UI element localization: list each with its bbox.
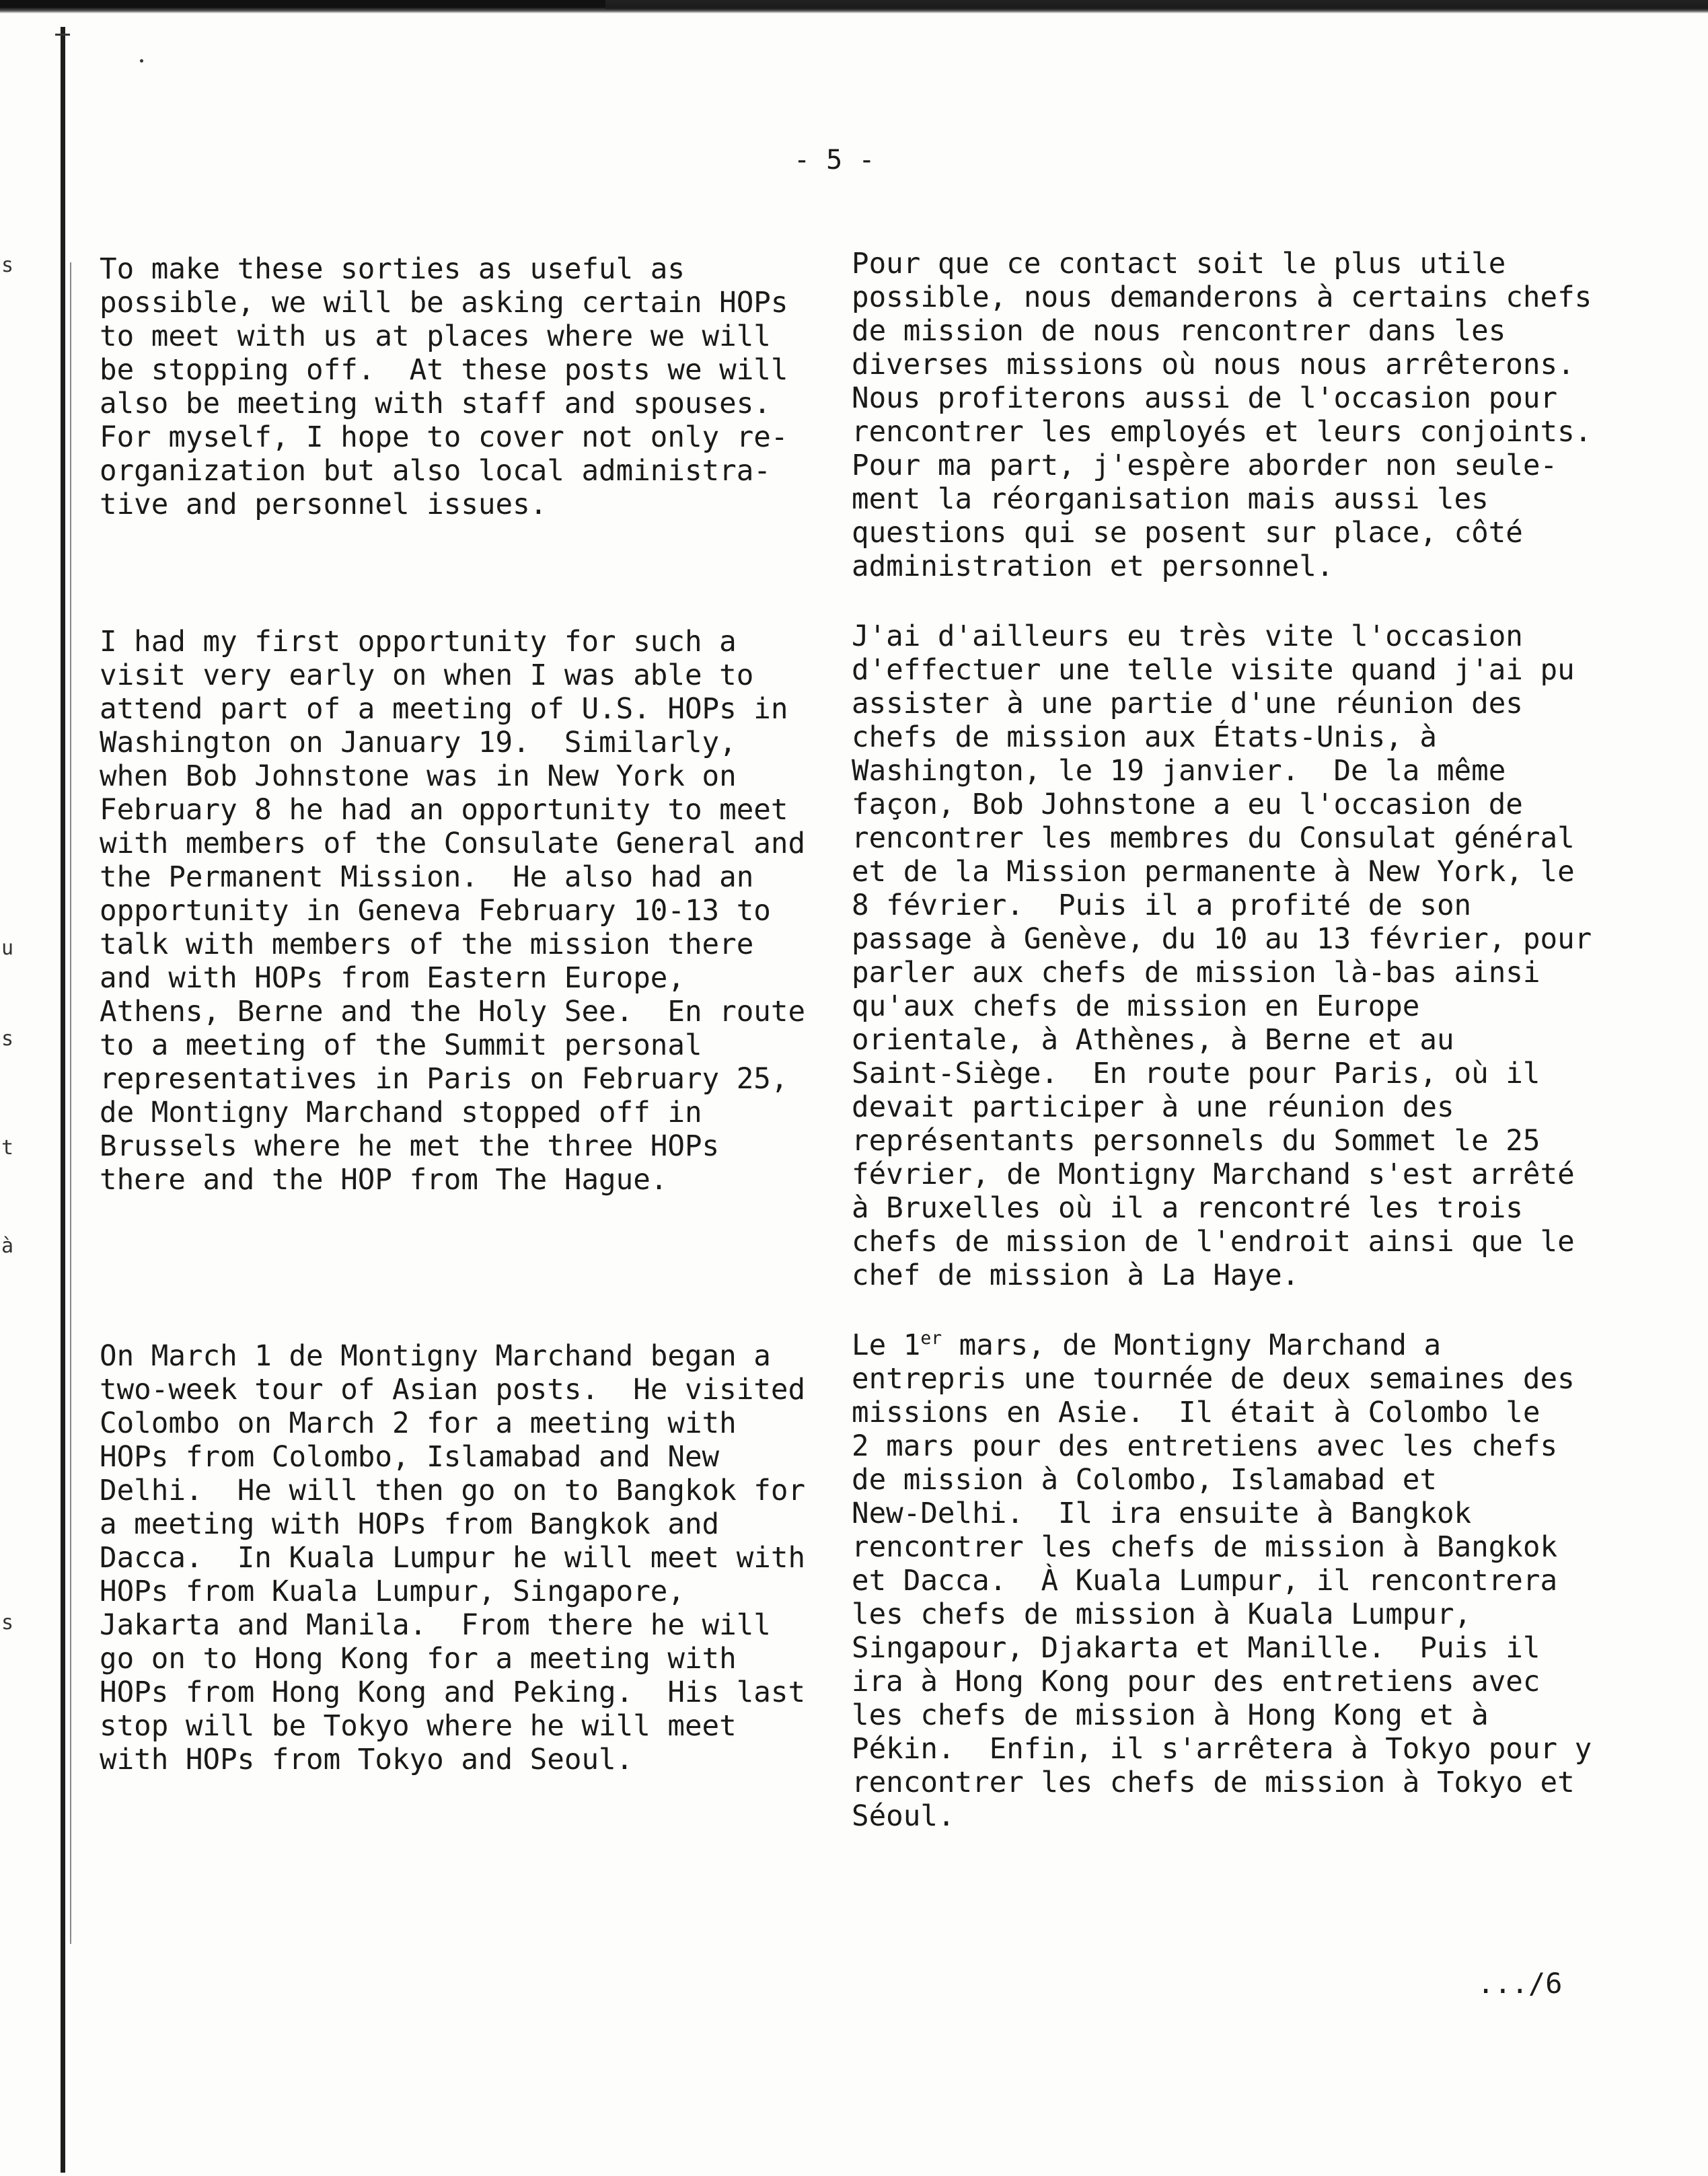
- french-p3-superscript: er: [920, 1328, 942, 1349]
- margin-letter: s: [1, 254, 14, 277]
- page-number: - 5 -: [794, 145, 875, 176]
- french-paragraph-1: Pour que ce contact soit le plus utile possible, nous demanderons à certains chefs de mission de nous rencontrer dans les diverses missions où nous nous arrêterons. Nous profiterons aussi de l'occasion pour rencontrer les employés et leurs conjoints. Pour ma part, j'espère aborder non seule- ment la réorganisation mais aussi les questions qui se posent sur place, côté administration et personnel.: [852, 248, 1592, 583]
- margin-letter: t: [1, 1136, 14, 1160]
- margin-letter: u: [1, 936, 14, 960]
- binding-edge: [61, 27, 65, 2173]
- binding-tick: [55, 34, 70, 36]
- french-paragraph-2: J'ai d'ailleurs eu très vite l'occasion d'effectuer une telle visite quand j'ai pu assister à une partie d'une réunion des chefs de mission aux États-Unis, à Washington, le 19 janvier. De la même façon, Bob Johnstone a eu l'occasion de rencontrer les membres du Consulat général et de la Mission permanente à New York, le 8 février. Puis il a profité de son passage à Genève, du 10 au 13 février, pour parler aux chefs de mission là-bas ainsi qu'aux chefs de mission en Europe orientale, à Athènes, à Berne et au Saint-Siège. En route pour Paris, où il devait participer à une réunion des représentants personnels du Sommet le 25 février, de Montigny Marchand s'est arrêté à Bruxelles où il a rencontré les trois chefs de mission de l'endroit ainsi que le chef de mission à La Haye.: [852, 620, 1592, 1292]
- binding-edge-line: [70, 262, 71, 1944]
- french-p3-rest: mars, de Montigny Marchand a entrepris une tournée de deux semaines des missions en Asie. Il était à Colombo le 2 mars pour des entretiens avec les chefs de mission à Colombo, Islamabad et New-Delhi. Il ira ensuite à Bangkok rencontrer les chefs de mission à Bangkok et Dacca. À Kuala Lumpur, il rencontrera les chefs de mission à Kuala Lumpur, Singapour, Djakarta et Manille. Puis il ira à Hong Kong pour des entretiens avec les chefs de mission à Hong Kong et à Pékin. Enfin, il s'arrêtera à Tokyo pour y rencontrer les chefs de mission à Tokyo et Séoul.: [852, 1329, 1592, 1833]
- scan-top-edge-shadow: [605, 0, 1708, 9]
- english-paragraph-2: I had my first opportunity for such a visit very early on when I was able to attend part of a meeting of U.S. HOPs in Washington on January 19. Similarly, when Bob Johnstone was in New York on February 8 he had an opportunity to meet with members of the Consulate General and the Permanent Mission. He also had an opportunity in Geneva February 10-13 to talk with members of the mission there and with HOPs from Eastern Europe, Athens, Berne and the Holy See. En route to a meeting of the Summit personal representatives in Paris on February 25, de Montigny Marchand stopped off in Brussels where he met the three HOPs there and the HOP from The Hague.: [100, 626, 806, 1197]
- margin-letter: s: [1, 1027, 14, 1051]
- french-p3-prefix: Le 1: [852, 1329, 921, 1362]
- continuation-marker: .../6: [1477, 1967, 1563, 2000]
- margin-letter: s: [1, 1611, 14, 1635]
- margin-letter: à: [1, 1234, 14, 1258]
- english-paragraph-3: On March 1 de Montigny Marchand began a two-week tour of Asian posts. He visited Colombo on March 2 for a meeting with HOPs from Colombo, Islamabad and New Delhi. He will then go on to Bangkok for a meeting with HOPs from Bangkok and Dacca. In Kuala Lumpur he will meet with HOPs from Kuala Lumpur, Singapore, Jakarta and Manila. From there he will go on to Hong Kong for a meeting with HOPs from Hong Kong and Peking. His last stop will be Tokyo where he will meet with HOPs from Tokyo and Seoul.: [100, 1340, 806, 1776]
- english-paragraph-1: To make these sorties as useful as possible, we will be asking certain HOPs to meet with us at places where we will be stopping off. At these posts we will also be meeting with staff and spouses. For myself, I hope to cover not only re- organization but also local administra- tive and personnel issues.: [100, 253, 788, 521]
- scan-speck: [140, 59, 143, 63]
- french-paragraph-3: [852, 1329, 1632, 1834]
